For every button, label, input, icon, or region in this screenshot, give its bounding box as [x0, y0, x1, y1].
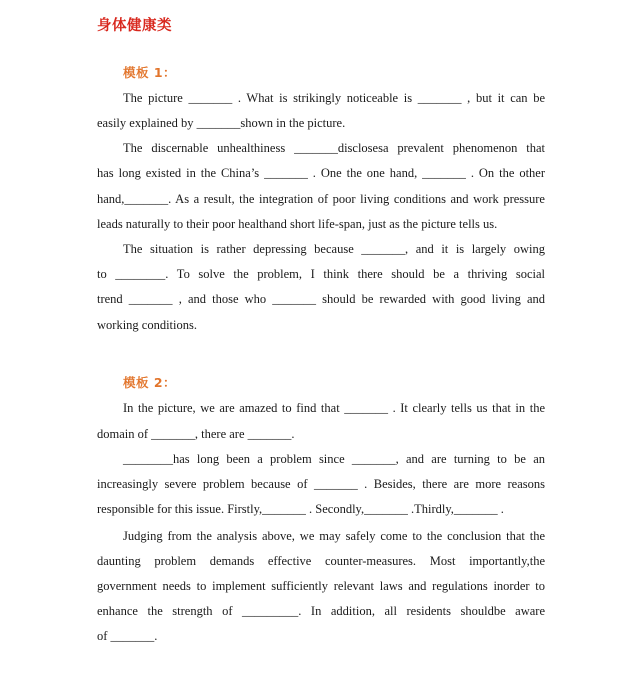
template-2-line-7: daunting problem demands effective counter-measures. Most importantly,the: [97, 554, 545, 568]
template-1-line-6: leads naturally to their poor healthand short life-span, just as the picture tells us.: [97, 217, 498, 231]
template-2-line-2: domain of _______, there are _______.: [97, 427, 295, 441]
template-1-line-9: trend _______ , and those who _______ should be rewarded with good living and: [97, 292, 545, 306]
template-1-line-8: to ________. To solve the problem, I think there should be a thriving social: [97, 267, 545, 281]
template-1-line-4: has long existed in the China’s _______ . One the one hand, _______ . On the other: [97, 166, 545, 180]
template-1-line-7: The situation is rather depressing because _______, and it is largely owing: [123, 242, 545, 256]
template-1-line-1: The picture _______ . What is strikingly noticeable is _______ , but it can be: [123, 91, 545, 105]
template-1-line-2: easily explained by _______shown in the picture.: [97, 116, 346, 130]
template-1-heading: 模板 1：: [123, 65, 177, 80]
template-2-line-8: government needs to implement sufficiently relevant laws and regulations inorder to: [97, 579, 545, 593]
template-2-heading: 模板 2：: [123, 375, 177, 390]
template-2-line-10: of _______.: [97, 629, 158, 643]
template-2-line-4: increasingly severe problem because of _______ . Besides, there are more reasons: [97, 477, 545, 491]
template-2-line-9: enhance the strength of _________. In addition, all residents shouldbe aware: [97, 604, 545, 618]
template-2-line-3: ________has long been a problem since _______, and are turning to be an: [123, 452, 545, 466]
section-title: 身体健康类: [97, 18, 172, 34]
template-1-line-10: working conditions.: [97, 318, 197, 332]
template-2-line-6: Judging from the analysis above, we may safely come to the conclusion that the: [123, 529, 545, 543]
template-1-line-3: The discernable unhealthiness _______disclosesa prevalent phenomenon that: [123, 141, 545, 155]
template-1-line-5: hand,_______. As a result, the integration of poor living conditions and work pressure: [97, 192, 545, 206]
template-2-line-5: responsible for this issue. Firstly,_______ . Secondly,_______ .Thirdly,_______ .: [97, 502, 504, 516]
template-2-line-1: In the picture, we are amazed to find that _______ . It clearly tells us that in the: [123, 401, 545, 415]
